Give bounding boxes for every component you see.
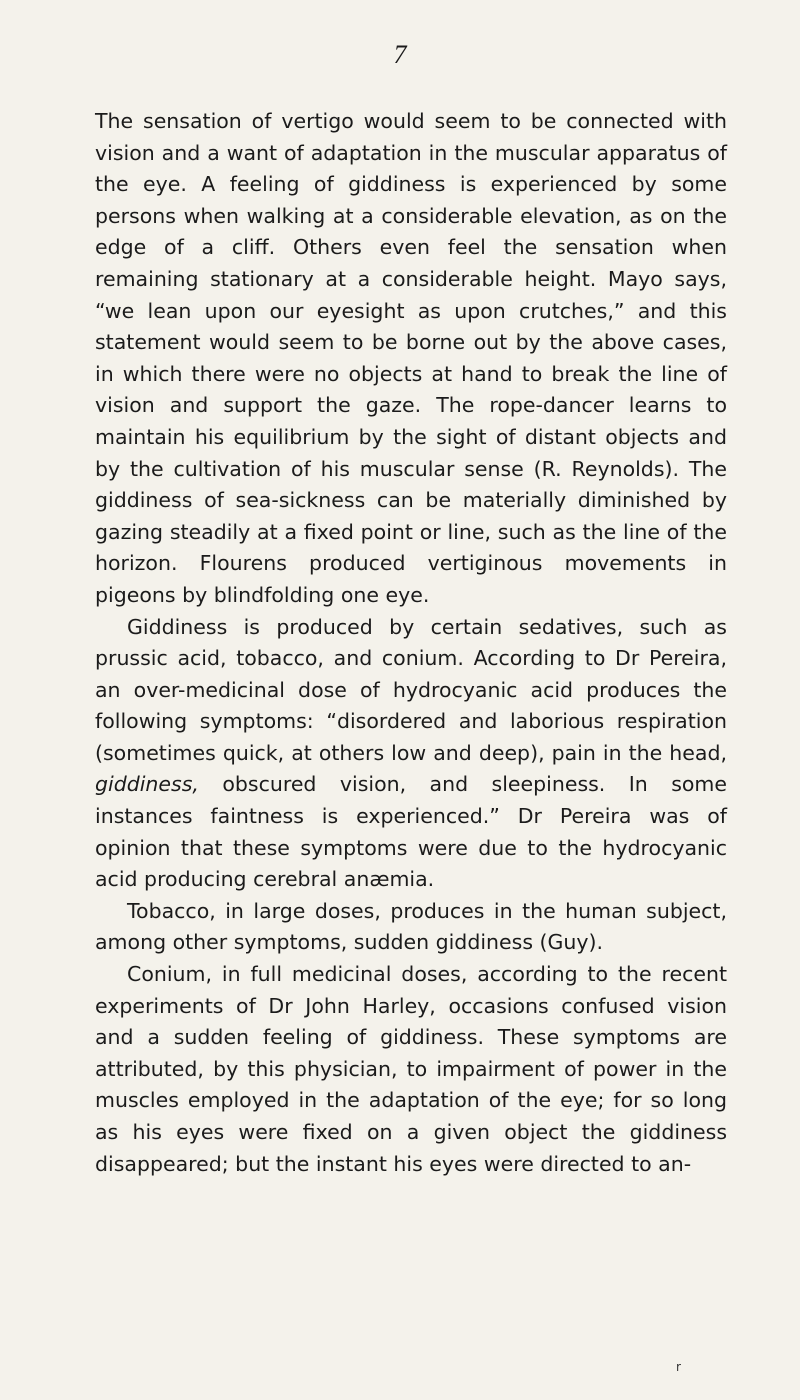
paragraph-2 — [95, 612, 727, 896]
body-text — [95, 106, 727, 1180]
page-number: 7 — [393, 40, 407, 69]
paragraph-3: Tobacco, in large doses, produces in the human subject, among other symptoms, sudden giddiness (Guy). — [95, 898, 727, 955]
paragraph-2-part-1: Giddiness is produced by certain sedatives, such as prussic acid, tobacco, and conium. According to Dr Pereira, an over-medicinal dose of hydrocyanic acid produces the following symptoms: “disordered and laborious respiration (sometimes quick, at others low and deep), pain in the head, — [95, 614, 727, 765]
footer-mark: r — [676, 1360, 681, 1374]
paragraph-1: The sensation of vertigo would seem to be connected with vision and a want of adaptation in the muscular apparatus of the eye. A feeling of giddiness is experienced by some persons when walking at a considerable elevation, as on the edge of a cliff. Others even feel the sensation when remaining stationary at a considerable height. Mayo says, “we lean upon our eyesight as upon crutches,” and this statement would seem to be borne out by the above cases, in which there were no objects at hand to break the line of vision and support the gaze. The rope-dancer learns to maintain his equilibrium by the sight of distant objects and by the cultivation of his muscular sense (R. Reynolds). The giddiness of sea-sickness can be materially diminished by gazing steadily at a fixed point or line, such as the line of the horizon. Flourens produced vertiginous movements in pigeons by blindfolding one eye. — [95, 109, 727, 607]
paragraph-4: Conium, in full medicinal doses, according to the recent experiments of Dr John Harley, occasions confused vision and a sudden feeling of giddiness. These symptoms are attributed, by this physician, to impairment of power in the muscles employed in the adaptation of the eye; for so long as his eyes were fixed on a given object the giddiness disappeared; but the instant his eyes were directed to an- — [95, 962, 727, 1176]
paragraph-2-part-2: obscured vision, and sleepiness. In some instances faintness is experienced.” Dr Pereira was of opinion that these symptoms were due to the hydrocyanic acid producing cerebral anæmia. — [95, 772, 727, 892]
italic-word-giddiness: giddiness, — [95, 772, 199, 797]
